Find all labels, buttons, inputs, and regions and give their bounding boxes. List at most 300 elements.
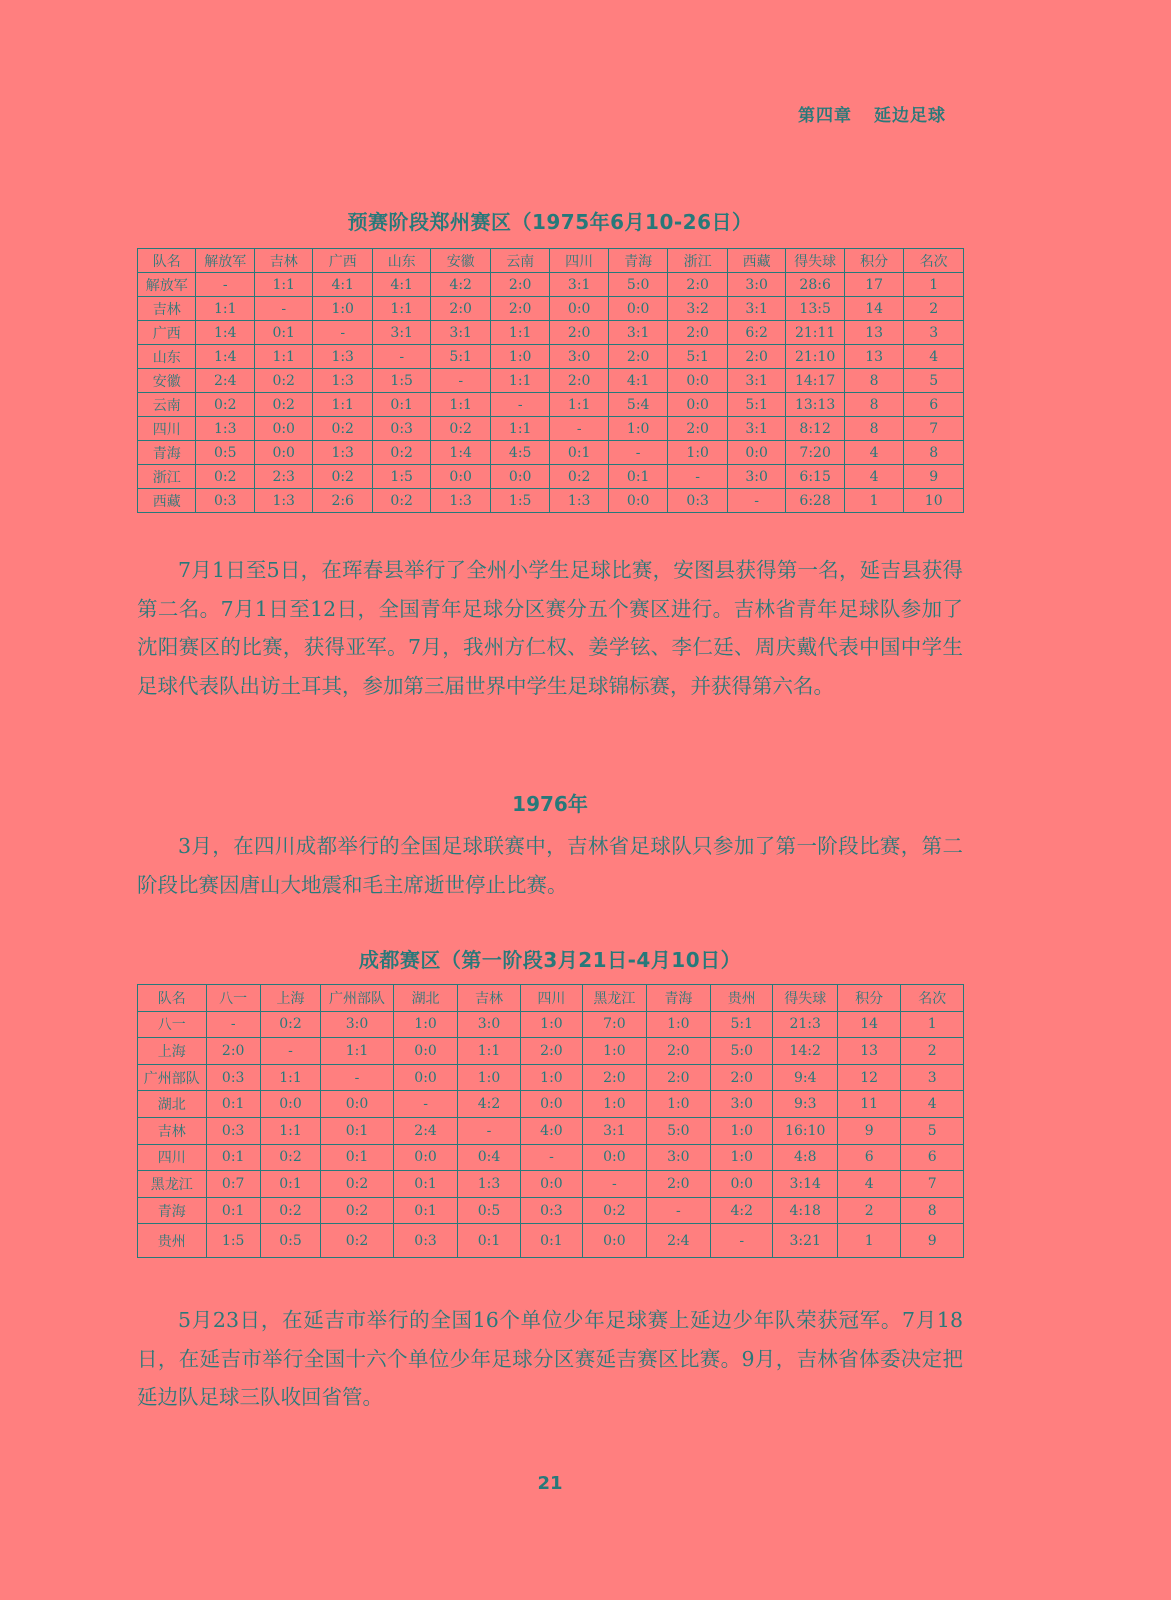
column-header: 积分	[844, 249, 904, 273]
table-cell: 5:1	[727, 393, 785, 417]
chapter-title: 延边足球	[874, 106, 946, 126]
column-header: 青海	[646, 985, 710, 1012]
table-cell: 2:0	[550, 321, 608, 345]
table-cell: -	[520, 1144, 582, 1171]
column-header: 广州部队	[321, 985, 394, 1012]
table-cell: 3:1	[727, 417, 785, 441]
table-cell: 0:0	[254, 417, 312, 441]
table-cell: 2:0	[668, 417, 728, 441]
table-cell: 8	[844, 417, 904, 441]
table-cell: 7	[901, 1171, 964, 1198]
table-cell: 1:1	[372, 297, 430, 321]
table-cell: 1:1	[260, 1064, 320, 1091]
table-cell: 7:0	[583, 1011, 646, 1038]
column-header: 安徽	[431, 249, 491, 273]
table-cell: 1:1	[458, 1038, 520, 1065]
table-row	[138, 273, 964, 297]
table-row	[138, 345, 964, 369]
table-cell: 1:0	[313, 297, 373, 321]
table-cell: 0:2	[431, 417, 491, 441]
column-header: 青海	[608, 249, 668, 273]
table-cell: 9:4	[773, 1064, 837, 1091]
table-cell: 1:0	[458, 1064, 520, 1091]
table-cell: 9	[904, 465, 964, 489]
table-cell: 0:0	[490, 465, 550, 489]
page-number: 21	[537, 1473, 563, 1494]
column-header: 队名	[138, 249, 196, 273]
table-cell: 6	[904, 393, 964, 417]
table-cell: 0:3	[668, 489, 728, 513]
table-header-row	[138, 985, 964, 1012]
table-cell: 0:2	[372, 489, 430, 513]
table-cell: 0:3	[520, 1197, 582, 1224]
table-cell: 1	[837, 1224, 900, 1258]
table-cell: 0:0	[608, 297, 668, 321]
table-cell: 0:1	[458, 1224, 520, 1258]
table-cell: -	[260, 1038, 320, 1065]
table-header-row	[138, 249, 964, 273]
team-name-cell: 广州部队	[138, 1064, 207, 1091]
table-cell: 0:1	[321, 1144, 394, 1171]
table-cell: -	[583, 1171, 646, 1198]
table-cell: 2:0	[727, 345, 785, 369]
team-name-cell: 黑龙江	[138, 1171, 207, 1198]
table-cell: 0:2	[321, 1171, 394, 1198]
table-cell: -	[668, 465, 728, 489]
column-header: 四川	[520, 985, 582, 1012]
table-cell: 9	[837, 1117, 900, 1144]
table-cell: 5:1	[668, 345, 728, 369]
table-cell: 0:2	[260, 1144, 320, 1171]
column-header: 得失球	[786, 249, 844, 273]
table-cell: 0:0	[393, 1064, 457, 1091]
team-name-cell: 浙江	[138, 465, 196, 489]
table-cell: 3:1	[583, 1117, 646, 1144]
table-row	[138, 417, 964, 441]
table-cell: 0:1	[393, 1197, 457, 1224]
table-cell: 1:3	[313, 369, 373, 393]
column-header: 名次	[901, 985, 964, 1012]
team-name-cell: 贵州	[138, 1224, 207, 1258]
table-row	[138, 489, 964, 513]
table-row	[138, 441, 964, 465]
table-cell: 0:1	[206, 1144, 260, 1171]
table-cell: 0:1	[206, 1197, 260, 1224]
table-cell: 6:15	[786, 465, 844, 489]
table-cell: 5:1	[711, 1011, 773, 1038]
table-cell: 14:17	[786, 369, 844, 393]
table-cell: 2:0	[668, 273, 728, 297]
table-cell: 14:2	[773, 1038, 837, 1065]
table-cell: 6	[901, 1144, 964, 1171]
table-cell: 3:0	[458, 1011, 520, 1038]
table-cell: 0:3	[196, 489, 254, 513]
team-name-cell: 上海	[138, 1038, 207, 1065]
column-header: 积分	[837, 985, 900, 1012]
column-header: 湖北	[393, 985, 457, 1012]
table-cell: 14	[837, 1011, 900, 1038]
table-cell: 0:4	[458, 1144, 520, 1171]
team-name-cell: 安徽	[138, 369, 196, 393]
table-cell: 1:3	[313, 345, 373, 369]
table-cell: 4	[844, 441, 904, 465]
table-cell: 0:2	[260, 1011, 320, 1038]
table-cell: 0:2	[313, 417, 373, 441]
table-cell: 0:1	[254, 321, 312, 345]
table-cell: 9	[901, 1224, 964, 1258]
column-header: 黑龙江	[583, 985, 646, 1012]
column-header: 云南	[490, 249, 550, 273]
table-row	[138, 1117, 964, 1144]
table-cell: 13	[837, 1038, 900, 1065]
table-cell: 2:4	[196, 369, 254, 393]
table-cell: 1:1	[490, 321, 550, 345]
table-cell: 1:4	[431, 441, 491, 465]
column-header: 西藏	[727, 249, 785, 273]
table-cell: 0:5	[260, 1224, 320, 1258]
table-cell: 1:5	[372, 369, 430, 393]
table-cell: 3:0	[321, 1011, 394, 1038]
table-cell: 3	[901, 1064, 964, 1091]
table-cell: 0:2	[254, 393, 312, 417]
team-name-cell: 吉林	[138, 1117, 207, 1144]
table-cell: 6	[837, 1144, 900, 1171]
table-cell: 3:0	[550, 345, 608, 369]
column-header: 四川	[550, 249, 608, 273]
table-cell: -	[490, 393, 550, 417]
table-cell: 2:0	[646, 1171, 710, 1198]
table-cell: -	[727, 489, 785, 513]
table-cell: 21:10	[786, 345, 844, 369]
table-cell: 1:1	[490, 369, 550, 393]
table-cell: 0:1	[608, 465, 668, 489]
column-header: 吉林	[254, 249, 312, 273]
table-cell: 8	[844, 369, 904, 393]
table-cell: 0:3	[393, 1224, 457, 1258]
table-cell: 2:0	[520, 1038, 582, 1065]
table-cell: 2:0	[711, 1064, 773, 1091]
table-cell: -	[393, 1091, 457, 1118]
table-cell: 1:1	[196, 297, 254, 321]
table-cell: 1:0	[608, 417, 668, 441]
table-row	[138, 1091, 964, 1118]
table-cell: 0:0	[393, 1144, 457, 1171]
table-cell: 13	[844, 345, 904, 369]
table-cell: 3:1	[431, 321, 491, 345]
team-name-cell: 解放军	[138, 273, 196, 297]
table-cell: 1:4	[196, 345, 254, 369]
table2-title: 成都赛区（第一阶段3月21日-4月10日）	[358, 948, 742, 972]
table-row	[138, 369, 964, 393]
table-cell: 13	[844, 321, 904, 345]
table-cell: 1:0	[393, 1011, 457, 1038]
table-cell: 0:0	[550, 297, 608, 321]
table-cell: 1	[904, 273, 964, 297]
table-row	[138, 1144, 964, 1171]
column-header: 浙江	[668, 249, 728, 273]
table-cell: -	[321, 1064, 394, 1091]
column-header: 吉林	[458, 985, 520, 1012]
table-cell: 17	[844, 273, 904, 297]
column-header: 解放军	[196, 249, 254, 273]
table-cell: 1:3	[431, 489, 491, 513]
chengdu-results-table	[137, 984, 964, 1258]
table-cell: 5:1	[431, 345, 491, 369]
table-cell: 0:0	[393, 1038, 457, 1065]
table-cell: 1:1	[254, 273, 312, 297]
table-cell: 4:5	[490, 441, 550, 465]
table-cell: 4:2	[458, 1091, 520, 1118]
table-cell: 5:4	[608, 393, 668, 417]
table-row	[138, 1197, 964, 1224]
table-cell: 1:4	[196, 321, 254, 345]
table-cell: 2:6	[313, 489, 373, 513]
table-cell: -	[458, 1117, 520, 1144]
table-row	[138, 465, 964, 489]
table-cell: 1:1	[254, 345, 312, 369]
table-cell: 0:0	[254, 441, 312, 465]
table-cell: 0:0	[711, 1171, 773, 1198]
table-cell: 4	[901, 1091, 964, 1118]
table-cell: 1:3	[196, 417, 254, 441]
table-cell: 4:8	[773, 1144, 837, 1171]
table-cell: 12	[837, 1064, 900, 1091]
table-cell: 21:11	[786, 321, 844, 345]
table-cell: 0:0	[583, 1144, 646, 1171]
table-cell: 1:5	[206, 1224, 260, 1258]
table-cell: 2:0	[206, 1038, 260, 1065]
table-cell: -	[206, 1011, 260, 1038]
team-name-cell: 八一	[138, 1011, 207, 1038]
table-cell: 3:14	[773, 1171, 837, 1198]
table-cell: 0:2	[313, 465, 373, 489]
table-cell: 3:1	[550, 273, 608, 297]
table-cell: 2:3	[254, 465, 312, 489]
team-name-cell: 四川	[138, 1144, 207, 1171]
table-cell: 28:6	[786, 273, 844, 297]
table-row	[138, 393, 964, 417]
table-cell: 0:0	[727, 441, 785, 465]
table-cell: 0:2	[583, 1197, 646, 1224]
table-row	[138, 321, 964, 345]
table-cell: 5:0	[646, 1117, 710, 1144]
column-header: 贵州	[711, 985, 773, 1012]
table-cell: 4:1	[608, 369, 668, 393]
table-cell: 0:1	[393, 1171, 457, 1198]
table-row	[138, 1224, 964, 1258]
table-cell: 0:3	[372, 417, 430, 441]
column-header: 八一	[206, 985, 260, 1012]
table-cell: 1:0	[490, 345, 550, 369]
running-header	[798, 101, 946, 126]
table-cell: 2:4	[646, 1224, 710, 1258]
table-cell: 13:13	[786, 393, 844, 417]
table-cell: 0:2	[321, 1224, 394, 1258]
table-cell: 3:0	[727, 273, 785, 297]
table1-title: 预赛阶段郑州赛区（1975年6月10-26日）	[347, 210, 753, 234]
table-cell: 1:1	[431, 393, 491, 417]
table-cell: 1:0	[520, 1064, 582, 1091]
table-cell: 2:0	[431, 297, 491, 321]
table-cell: 2:0	[646, 1038, 710, 1065]
table-cell: 3:1	[727, 369, 785, 393]
table-cell: 6:2	[727, 321, 785, 345]
table-cell: 2:0	[583, 1064, 646, 1091]
table-cell: 0:2	[196, 393, 254, 417]
table-row	[138, 1064, 964, 1091]
table-cell: 0:0	[520, 1171, 582, 1198]
table-cell: 0:2	[260, 1197, 320, 1224]
table-cell: 1:1	[260, 1117, 320, 1144]
table-cell: -	[372, 345, 430, 369]
table-cell: 1:0	[646, 1091, 710, 1118]
table-cell: 1:0	[583, 1038, 646, 1065]
team-name-cell: 青海	[138, 441, 196, 465]
table-cell: -	[550, 417, 608, 441]
table-cell: 0:7	[206, 1171, 260, 1198]
table-cell: 2:0	[490, 297, 550, 321]
table-cell: 16:10	[773, 1117, 837, 1144]
table-cell: 0:0	[608, 489, 668, 513]
table-cell: 0:1	[520, 1224, 582, 1258]
table-row	[138, 297, 964, 321]
year-heading: 1976年	[512, 792, 588, 816]
table-cell: 13:5	[786, 297, 844, 321]
team-name-cell: 四川	[138, 417, 196, 441]
table-row	[138, 1038, 964, 1065]
table-cell: 1:5	[490, 489, 550, 513]
table-cell: 4:0	[520, 1117, 582, 1144]
table-cell: 1:3	[313, 441, 373, 465]
table-cell: 0:2	[196, 465, 254, 489]
column-header: 得失球	[773, 985, 837, 1012]
team-name-cell: 云南	[138, 393, 196, 417]
table-cell: 0:5	[196, 441, 254, 465]
table-cell: 0:2	[372, 441, 430, 465]
table-cell: 5	[904, 369, 964, 393]
table-row	[138, 1011, 964, 1038]
table-cell: 3:0	[646, 1144, 710, 1171]
table-cell: -	[646, 1197, 710, 1224]
table-cell: 0:3	[206, 1117, 260, 1144]
table-cell: 5	[901, 1117, 964, 1144]
table-cell: 0:1	[260, 1171, 320, 1198]
table-cell: 0:2	[254, 369, 312, 393]
table-row	[138, 1171, 964, 1198]
table-cell: 0:5	[458, 1197, 520, 1224]
team-name-cell: 吉林	[138, 297, 196, 321]
table-cell: 1:1	[490, 417, 550, 441]
table-cell: -	[313, 321, 373, 345]
table-cell: 1:5	[372, 465, 430, 489]
column-header: 上海	[260, 985, 320, 1012]
table-cell: 4:1	[313, 273, 373, 297]
table-cell: 0:1	[372, 393, 430, 417]
table-cell: 1:0	[646, 1011, 710, 1038]
table-cell: 0:0	[668, 393, 728, 417]
table-cell: 6:28	[786, 489, 844, 513]
table-cell: -	[431, 369, 491, 393]
table-cell: 1:0	[583, 1091, 646, 1118]
table-cell: 4:1	[372, 273, 430, 297]
table-cell: 0:0	[431, 465, 491, 489]
team-name-cell: 西藏	[138, 489, 196, 513]
table-cell: 5:0	[608, 273, 668, 297]
table-cell: 2:0	[608, 345, 668, 369]
table-cell: 1:0	[668, 441, 728, 465]
table-cell: 1:1	[313, 393, 373, 417]
table-cell: 8:12	[786, 417, 844, 441]
column-header: 广西	[313, 249, 373, 273]
table-cell: 2	[904, 297, 964, 321]
chapter-label: 第四章	[798, 106, 852, 126]
column-header: 队名	[138, 985, 207, 1012]
column-header: 名次	[904, 249, 964, 273]
table-cell: -	[608, 441, 668, 465]
table-cell: 0:1	[550, 441, 608, 465]
table-cell: 3:0	[711, 1091, 773, 1118]
table-cell: 1:0	[711, 1144, 773, 1171]
team-name-cell: 湖北	[138, 1091, 207, 1118]
table-cell: 4:2	[431, 273, 491, 297]
table-cell: 3:1	[727, 297, 785, 321]
table-cell: 5:0	[711, 1038, 773, 1065]
table-cell: 14	[844, 297, 904, 321]
table-cell: 3:2	[668, 297, 728, 321]
table-cell: -	[711, 1224, 773, 1258]
table-cell: 4	[904, 345, 964, 369]
table-cell: 4	[837, 1171, 900, 1198]
table-cell: 1	[844, 489, 904, 513]
table-cell: 0:0	[321, 1091, 394, 1118]
table-cell: 2	[837, 1197, 900, 1224]
table-cell: 1:0	[520, 1011, 582, 1038]
table-cell: 8	[844, 393, 904, 417]
table-cell: 11	[837, 1091, 900, 1118]
table-cell: 2:0	[668, 321, 728, 345]
table-cell: -	[254, 297, 312, 321]
table-cell: 9:3	[773, 1091, 837, 1118]
table-cell: 0:1	[321, 1117, 394, 1144]
table-cell: 0:2	[321, 1197, 394, 1224]
table-cell: 0:2	[550, 465, 608, 489]
table-cell: 3:1	[372, 321, 430, 345]
table-cell: 1:3	[550, 489, 608, 513]
table-cell: 2:0	[550, 369, 608, 393]
table-cell: 0:1	[206, 1091, 260, 1118]
paragraph-1976-league: 3月，在四川成都举行的全国足球联赛中，吉林省足球队只参加了第一阶段比赛，第二阶段比赛因唐山大地震和毛主席逝世停止比赛。	[137, 834, 963, 897]
table-cell: 3	[904, 321, 964, 345]
table-cell: 10	[904, 489, 964, 513]
table-cell: 3:21	[773, 1224, 837, 1258]
table-cell: 0:0	[668, 369, 728, 393]
table-cell: 1:3	[254, 489, 312, 513]
table-cell: 1	[901, 1011, 964, 1038]
team-name-cell: 广西	[138, 321, 196, 345]
table-cell: 2:4	[393, 1117, 457, 1144]
table-cell: 3:0	[727, 465, 785, 489]
paragraph-1975-events: 7月1日至5日，在珲春县举行了全州小学生足球比赛，安图县获得第一名，延吉县获得第二名。7月1日至12日，全国青年足球分区赛分五个赛区进行。吉林省青年足球队参加了沈阳赛区的比赛，获得亚军。7月，我州方仁权、姜学铉、李仁廷、周庆戴代表中国中学生足球代表队出访土耳其，参加第三届世界中学生足球锦标赛，并获得第六名。	[137, 558, 963, 698]
table-cell: 7	[904, 417, 964, 441]
zhengzhou-results-table	[137, 248, 964, 513]
table-cell: 1:1	[550, 393, 608, 417]
paragraph-youth-championship: 5月23日，在延吉市举行的全国16个单位少年足球赛上延边少年队荣获冠军。7月18日，在延吉市举行全国十六个单位少年足球分区赛延吉赛区比赛。9月，吉林省体委决定把延边队足球三队收回省管。	[137, 1308, 963, 1409]
table-cell: 0:0	[583, 1224, 646, 1258]
table-cell: 3:1	[608, 321, 668, 345]
table-cell: 2:0	[646, 1064, 710, 1091]
table-cell: 0:0	[260, 1091, 320, 1118]
table-cell: 4:2	[711, 1197, 773, 1224]
